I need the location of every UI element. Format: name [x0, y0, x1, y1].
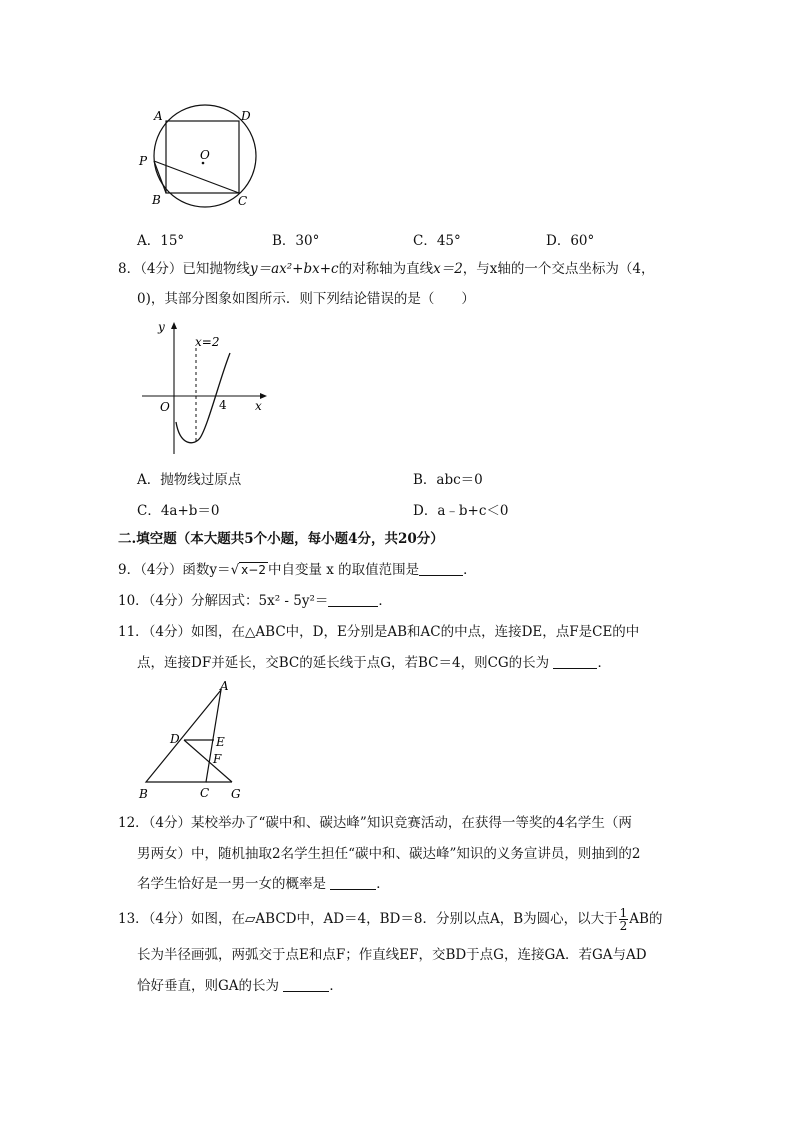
q8-graph — [140, 318, 270, 458]
q9-line: 9．（4分）函数y＝√ x−2 中自变量 x 的取值范围是 ． — [118, 562, 477, 578]
q7-center-dot — [202, 162, 205, 165]
q7-label-o: O — [200, 148, 210, 162]
q7-label-a: A — [154, 109, 163, 123]
q8-line2: 0)，其部分图象如图所示．则下列结论错误的是（ ） — [137, 291, 475, 307]
q8-option-d: D．a﹣b+c＜0 — [413, 503, 509, 519]
q7-figure — [130, 104, 270, 214]
q7-label-d: D — [241, 109, 251, 123]
q11-figure — [134, 680, 264, 802]
q7-label-b: B — [152, 193, 161, 207]
q7-option-c: C．45° — [413, 233, 461, 249]
q7-label-c: C — [238, 194, 248, 208]
q11-segment-dg — [184, 740, 232, 782]
q8-label-y: y — [158, 320, 165, 334]
q13-line2: 长为半径画弧，两弧交于点E和点F；作直线EF，交BD于点G，连接GA．若GA与AD — [137, 947, 647, 963]
q11-label-a: A — [220, 680, 229, 693]
q12-line3: 名学生恰好是一男一女的概率是 ． — [137, 876, 390, 892]
q8-label-x: x — [255, 399, 262, 413]
q11-label-d: D — [170, 732, 180, 746]
q11-label-c: C — [200, 786, 210, 800]
q7-option-b: B．30° — [272, 233, 320, 249]
q8-option-a: A．抛物线过原点 — [137, 472, 242, 488]
q12-line1: 12．（4分）某校举办了“碳中和、碳达峰”知识竞赛活动，在获得一等奖的4名学生（两 — [118, 815, 632, 831]
q12-line2: 男两女）中，随机抽取2名学生担任“碳中和、碳达峰”知识的义务宣讲员，则抽到的2 — [137, 846, 641, 862]
q8-label-four: 4 — [219, 398, 227, 412]
q11-triangle-abc — [146, 690, 221, 782]
q10-line: 10．（4分）分解因式：5x² - 5y²＝ ． — [118, 593, 392, 609]
q11-label-b: B — [139, 787, 148, 801]
q8-label-origin: O — [160, 400, 170, 414]
q7-option-a: A．15° — [137, 233, 185, 249]
q13-line3: 恰好垂直，则GA的长为 ． — [137, 978, 343, 994]
q8-label-axis: x=2 — [195, 335, 220, 349]
q11-line2: 点，连接DF并延长，交BC的延长线于点G，若BC＝4，则CG的长为 ． — [137, 655, 611, 671]
section-heading: 二.填空题（本大题共5个小题，每小题4分，共20分） — [118, 531, 444, 547]
q11-line1: 11．（4分）如图，在△ABC中，D，E分别是AB和AC的中点，连接DE，点F是CE的中 — [118, 624, 640, 640]
q11-label-f: F — [213, 752, 222, 766]
q8-line1: 8．（4分）已知抛物线y＝ax²+bx+c的对称轴为直线x＝2，与x轴的一个交点坐标为（4， — [118, 261, 655, 277]
q11-label-g: G — [231, 787, 241, 801]
q7-option-d: D．60° — [546, 233, 595, 249]
q13-fraction: $\frac{1}{2}$ — [619, 906, 628, 933]
q11-label-e: E — [216, 735, 225, 749]
q7-segment-pb — [154, 161, 166, 193]
q7-segment-pc — [154, 161, 239, 193]
q8-option-b: B．abc＝0 — [413, 472, 483, 488]
q7-label-p: P — [139, 154, 148, 168]
q8-y-arrow — [171, 322, 177, 329]
q8-option-c: C．4a+b＝0 — [137, 503, 220, 519]
q13-line1: 13．（4分）如图，在▱ABCD中，AD＝4，BD＝8．分别以点A，B为圆心，以大于 $\frac{1}{2}$ AB的 — [118, 906, 663, 933]
